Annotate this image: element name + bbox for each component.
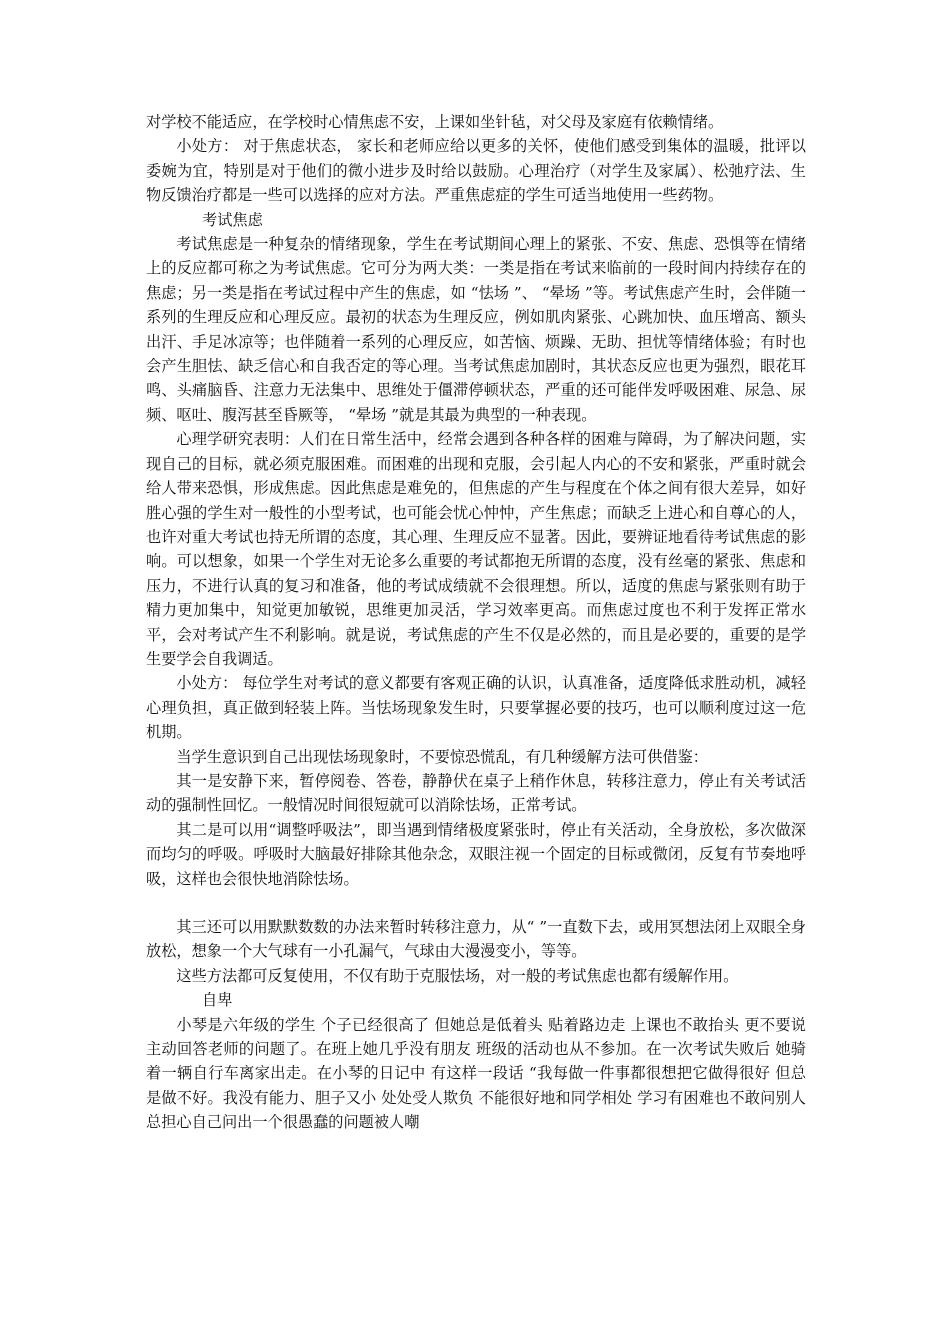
body-paragraph: 小琴是六年级的学生 个子已经很高了 但她总是低着头 贴着路边走 上课也不敢抬头 更不要说主动回答老师的问题了。在班上她几乎没有朋友 班级的活动也从不参加。在一次考试失败后 她骑着一辆自行车离家出走。在小琴的日记中 有这样一段话 “我每做一件事都很想把它做得很好 但总是做不好。我没有能力、胆子又小 处处受人欺负 不能很好地和同学相处 学习有困难也不敢问别人 总担心自己问出一个很愚蠢的问题被人嘲	[146, 1015, 806, 1132]
document-page	[146, 110, 806, 1135]
body-paragraph: 其二是可以用“调整呼吸法”，即当遇到情绪极度紧张时，停止有关活动，全身放松，多次做深而均匀的呼吸。呼吸时大脑最好排除其他杂念，双眼注视一个固定的目标或微闭，反复有节奏地呼吸，这样也会很快地消除怯场。	[146, 820, 806, 888]
body-paragraph: 心理学研究表明：人们在日常生活中，经常会遇到各种各样的困难与障碍，为了解决问题，实现自己的目标，就必须克服困难。而困难的出现和克服，会引起人内心的不安和紧张，严重时就会给人带来恐惧，形成焦虑。因此焦虑是难免的，但焦虑的产生与程度在个体之间有很大差异，如好胜心强的学生对一般性的小型考试，也可能会忧心忡忡，产生焦虑；而缺乏上进心和自尊心的人，也许对重大考试也持无所谓的态度，其心理、生理反应不显著。因此，要辨证地看待考试焦虑的影响。可以想象，如果一个学生对无论多么重要的考试都抱无所谓的态度，没有丝毫的紧张、焦虑和压力，不进行认真的复习和准备，他的考试成绩就不会很理想。所以，适度的焦虑与紧张则有助于精力更加集中，知觉更加敏锐，思维更加灵活，学习效率更高。而焦虑过度也不利于发挥正常水平，会对考试产生不利影响。就是说，考试焦虑的产生不仅是必然的，而且是必要的，重要的是学生要学会自我调适。	[146, 430, 806, 668]
paragraph-gap	[146, 891, 806, 915]
body-paragraph: 当学生意识到自己出现怯场现象时，不要惊恐慌乱，有几种缓解方法可供借鉴：	[176, 747, 708, 766]
body-paragraph: 其一是安静下来，暂停阅卷、答卷，静静伏在桌子上稍作休息，转移注意力，停止有关考试活动的强制性回忆。一般情况时间很短就可以消除怯场，正常考试。	[146, 771, 806, 815]
body-paragraph: 小处方： 每位学生对考试的意义都要有客观正确的认识，认真准备，适度降低求胜动机，减轻心理负担，真正做到轻装上阵。当怯场现象发生时，只要掌握必要的技巧，也可以顺利度过这一危机期。	[146, 674, 806, 742]
body-paragraph: 考试焦虑是一种复杂的情绪现象，学生在考试期间心理上的紧张、不安、焦虑、恐惧等在情绪上的反应都可称之为考试焦虑。它可分为两大类：一类是指在考试来临前的一段时间内持续存在的焦虑；另一类是指在考试过程中产生的焦虑，如 “怯场 ”、 “晕场 ”等。考试焦虑产生时，会伴随一系列的生理反应和心理反应。最初的状态为生理反应，例如肌肉紧张、心跳加快、血压增高、额头出汗、手足冰凉等；也伴随着一系列的心理反应，如苦恼、烦躁、无助、担忧等情绪体验；有时也会产生胆怯、缺乏信心和自我否定的等心理。当考试焦虑加剧时，其状态反应也更为强烈，眼花耳鸣、头痛脑昏、注意力无法集中、思维处于僵滞停顿状态，严重的还可能伴发呼吸困难、尿急、尿频、呕吐、腹泻甚至昏厥等， “晕场 ”就是其最为典型的一种表现。	[146, 235, 806, 424]
body-paragraph: 其三还可以用默默数数的办法来暂时转移注意力，从“ ”一直数下去，或用冥想法闭上双眼全身放松，想象一个大气球有一小孔漏气，气球由大漫漫变小，等等。	[146, 918, 806, 961]
body-paragraph: 这些方法都可反复使用，不仅有助于克服怯场，对一般的考试焦虑也都有缓解作用。	[176, 966, 739, 985]
section-heading: 考试焦虑	[202, 210, 263, 229]
body-paragraph: 小处方： 对于焦虑状态， 家长和老师应给以更多的关怀，使他们感受到集体的温暖，批评以委婉为宜，特别是对于他们的微小进步及时给以鼓励。心理治疗（对学生及家属）、松弛疗法、生物反馈治疗都是一些可以选择的应对方法。严重焦虑症的学生可适当地使用一些药物。	[146, 137, 806, 205]
section-heading: 自卑	[202, 991, 233, 1010]
body-paragraph: 对学校不能适应，在学校时心情焦虑不安，上课如坐针毡，对父母及家庭有依赖情绪。	[146, 113, 724, 131]
